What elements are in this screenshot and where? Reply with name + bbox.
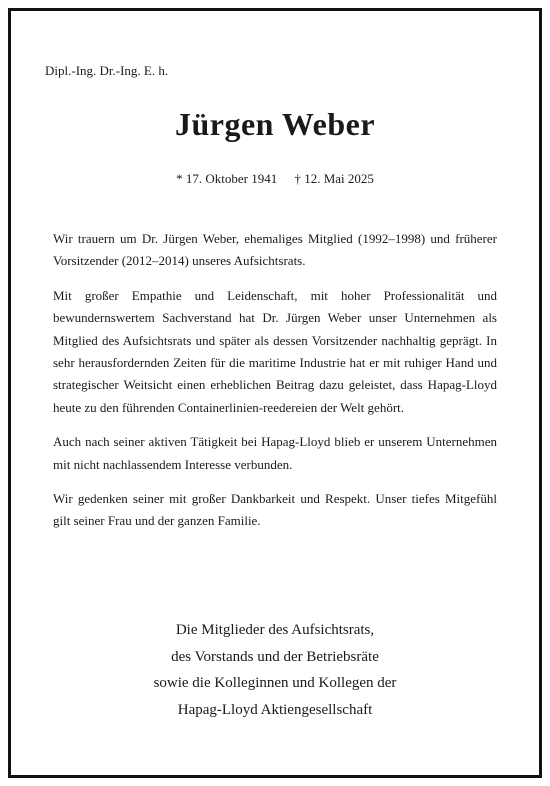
signature-line: Die Mitglieder des Aufsichtsrats, xyxy=(175,622,375,638)
notice-body xyxy=(53,228,497,545)
life-dates xyxy=(0,171,550,187)
body-paragraph: Mit großer Empathie und Leidenschaft, mit hoher Professionalität und bewundernswertem Sachverstand hat Dr. Jürgen Weber unser Unternehmen als Mitglied des Aufsichtsrats und später als dessen Vorsitzender nachhaltig geprägt. In sehr herausfordernden Zeiten für die maritime Industrie hat er mit ruhiger Hand und strategischer Weitsicht einen erheblichen Beitrag dazu geleistet, dass Hapag-Lloyd heute zu den führenden Containerlinien-reedereien der Welt gehört. xyxy=(53,287,497,415)
signature-line: Hapag-Lloyd Aktiengesellschaft xyxy=(177,701,373,718)
death-date: † 12. Mai 2025 xyxy=(294,171,374,186)
body-paragraph: Wir trauern um Dr. Jürgen Weber, ehemaliges Mitglied (1992–1998) und früherer Vorsitzender (2012–2014) unseres Aufsichtsrats. xyxy=(53,231,497,269)
signature-block xyxy=(0,617,550,723)
deceased-name: Jürgen Weber xyxy=(174,106,376,142)
body-paragraph: Auch nach seiner aktiven Tätigkeit bei Hapag-Lloyd blieb er unserem Unternehmen mit nicht nachlassendem Interesse verbunden. xyxy=(53,434,497,472)
body-paragraph: Wir gedenken seiner mit großer Dankbarkeit und Respekt. Unser tiefes Mitgefühl gilt seiner Frau und der ganzen Familie. xyxy=(53,491,497,529)
academic-title: Dipl.-Ing. Dr.-Ing. E. h. xyxy=(45,63,169,78)
birth-date: * 17. Oktober 1941 xyxy=(176,171,278,186)
signature-line: sowie die Kolleginnen und Kollegen der xyxy=(153,675,397,691)
signature-line: des Vorstands und der Betriebsräte xyxy=(171,648,379,665)
